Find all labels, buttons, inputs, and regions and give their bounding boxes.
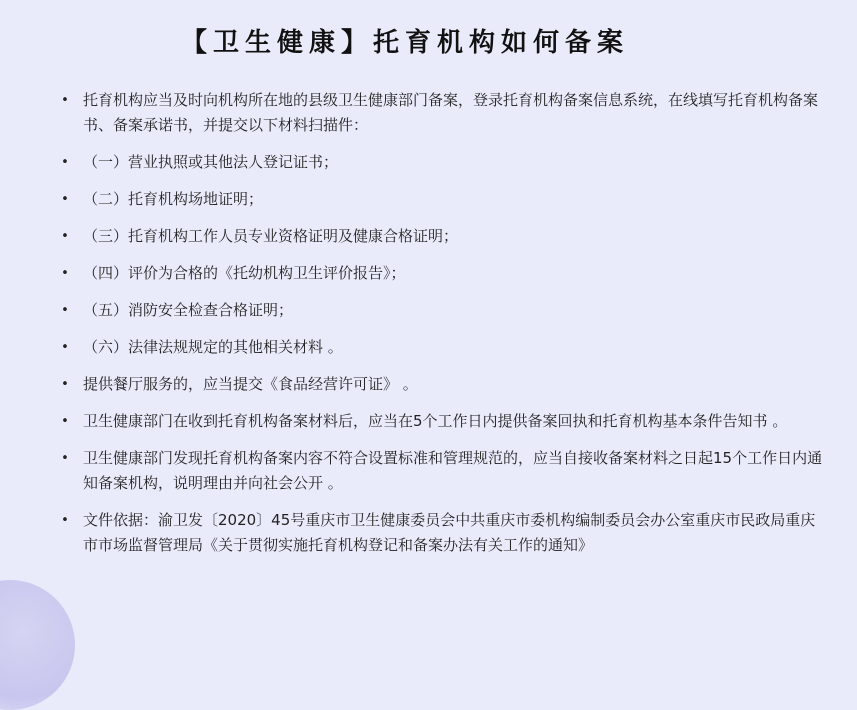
decorative-circle [0,580,75,710]
list-item [58,88,823,138]
list-item [58,335,823,360]
list-item [58,224,823,249]
list-item-text: 卫生健康部门发现托育机构备案内容不符合设置标准和管理规范的，应当自接收备案材料之日起15个工作日内通知备案机构，说明理由并向社会公开 。 [83,449,823,492]
bullet-list [58,88,823,558]
list-item [58,261,823,286]
list-item-text: （三）托育机构工作人员专业资格证明及健康合格证明； [83,227,459,245]
bullet-icon: • [61,414,69,429]
list-item-text: 提供餐厅服务的，应当提交《食品经营许可证》 。 [83,375,418,393]
bullet-icon: • [61,451,69,466]
bullet-icon: • [61,377,69,392]
list-item-text: 托育机构应当及时向机构所在地的县级卫生健康部门备案，登录托育机构备案信息系统，在线填写托育机构备案书、备案承诺书，并提交以下材料扫描件： [83,91,819,134]
list-item [58,372,823,397]
list-item-text: （五）消防安全检查合格证明； [83,301,294,319]
bullet-icon: • [61,192,69,207]
list-item [58,298,823,323]
bullet-icon: • [61,340,69,355]
bullet-icon: • [61,229,69,244]
list-item-text: （六）法律法规规定的其他相关材料 。 [83,338,343,356]
bullet-icon: • [61,93,69,108]
list-item-text: （二）托育机构场地证明； [83,190,264,208]
list-item-text: 卫生健康部门在收到托育机构备案材料后，应当在5个工作日内提供备案回执和托育机构基本条件告知书 。 [83,412,788,430]
bullet-icon: • [61,266,69,281]
list-item-text: （四）评价为合格的《托幼机构卫生评价报告》； [83,264,406,282]
list-item [58,409,823,434]
content-body [58,88,823,570]
list-item [58,150,823,175]
bullet-icon: • [61,303,69,318]
list-item-text: 文件依据：渝卫发〔2020〕45号重庆市卫生健康委员会中共重庆市委机构编制委员会办公室重庆市民政局重庆市市场监督管理局《关于贯彻实施托育机构登记和备案办法有关工作的通知》 [83,511,816,554]
list-item [58,508,823,558]
list-item [58,187,823,212]
bullet-icon: • [61,155,69,170]
list-item [58,446,823,496]
bullet-icon: • [61,513,69,528]
page-title: 【卫生健康】托育机构如何备案 [180,28,629,58]
list-item-text: （一）营业执照或其他法人登记证书； [83,153,339,171]
